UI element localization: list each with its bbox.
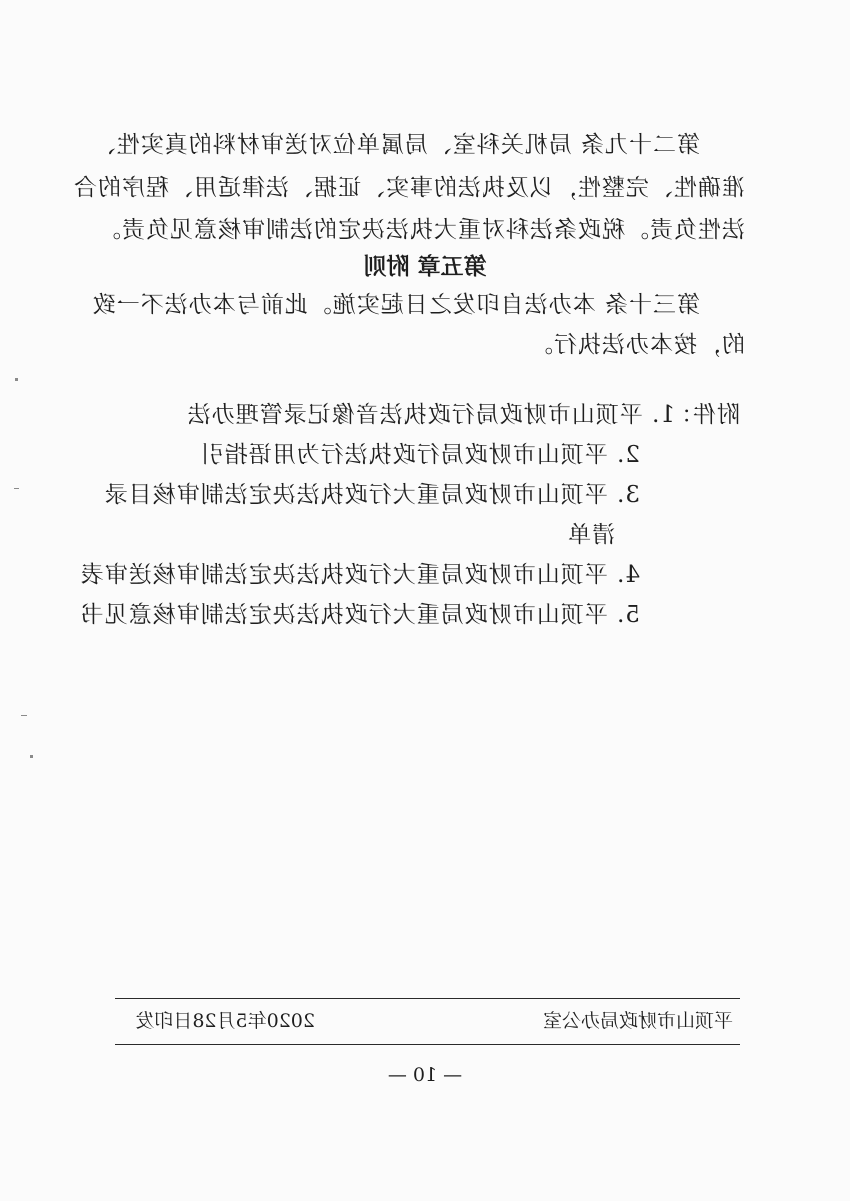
- attachment-item: 1. 平顶山市财政局行政执法音像记录管理办法: [186, 402, 675, 428]
- footer-issuer: 平顶山市财政局办公室: [542, 1010, 733, 1032]
- scan-speck: [15, 378, 18, 381]
- attachment-item: 3. 平顶山市财政局重大行政执法决定法制审核目录: [103, 482, 640, 508]
- scan-speck: [14, 488, 19, 489]
- attachment-item: 2. 平顶山市财政局行政执法行为用语指引: [199, 442, 640, 468]
- chapter-heading: 第五章 附则: [363, 254, 487, 280]
- footer-top-rule: [115, 998, 740, 999]
- footer-issue-date: 2020年5月28日印发: [135, 1010, 315, 1032]
- scan-speck: [21, 715, 27, 716]
- attachment-item: 5. 平顶山市财政局重大行政执法决定法制审核意见书: [79, 602, 640, 628]
- footer-bottom-rule: [115, 1044, 740, 1045]
- article-29-line-1: 第二十九条 局机关科室、局属单位对送审材料的真实性、: [91, 132, 700, 158]
- attachments-label: 附件：: [668, 402, 740, 428]
- article-30-line-1: 第三十条 本办法自印发之日起实施。此前与本办法不一致: [91, 292, 700, 318]
- scan-speck: [30, 755, 33, 758]
- attachment-item-continuation: 清单: [567, 522, 615, 548]
- attachment-item: 4. 平顶山市财政局重大行政执法决定法制审核送审表: [79, 562, 640, 588]
- article-29-line-2: 准确性、完整性，以及执法的事实、证据、法律适用、程序的合: [73, 175, 745, 201]
- article-29-line-3: 法性负责。税政条法科对重大执法决定的法制审核意见负责。: [97, 217, 745, 243]
- article-30-line-2: 的，按本办法执行。: [529, 332, 745, 358]
- page-number: — 10 —: [387, 1064, 463, 1086]
